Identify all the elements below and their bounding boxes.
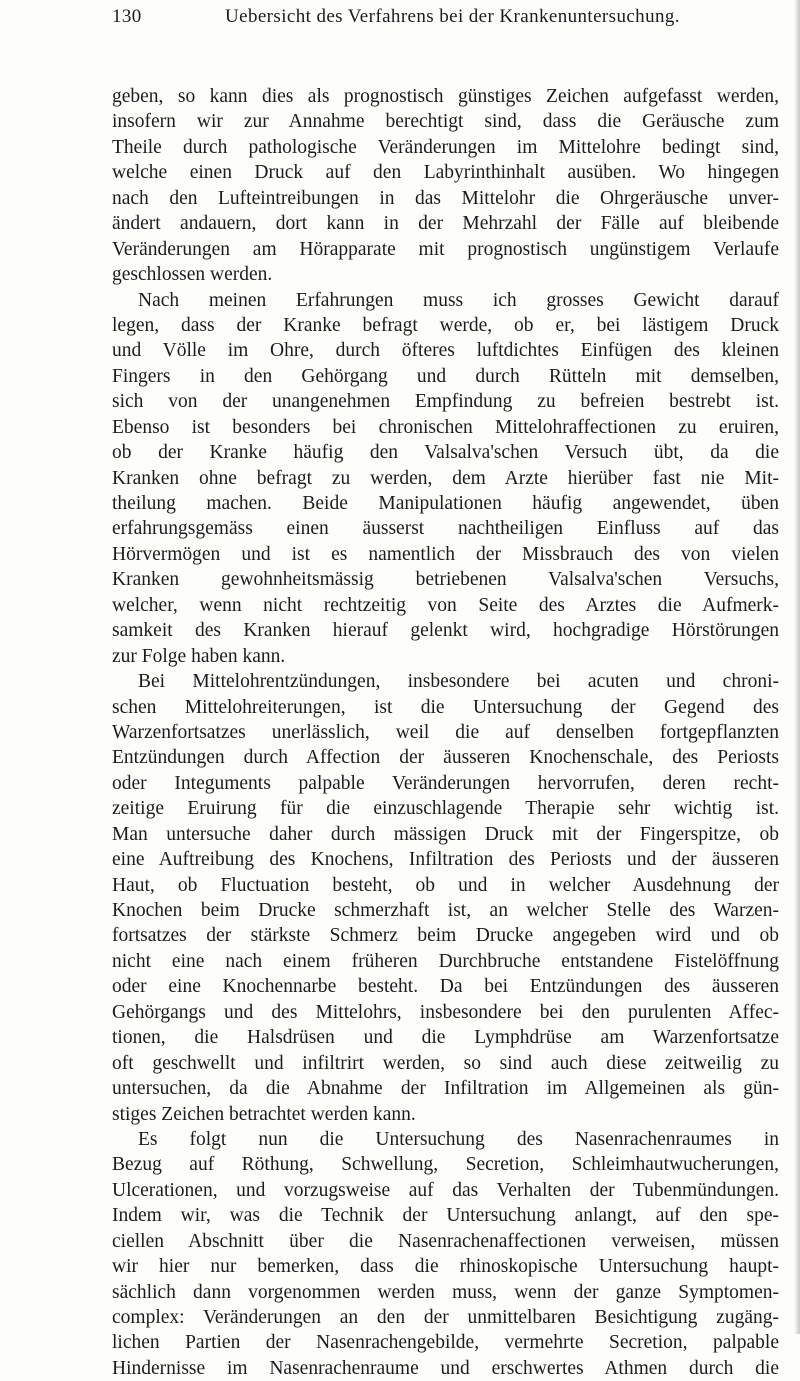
text-line: sächlich dann vorgenommen werden muss, wenn der ganze Symptomen-: [112, 1281, 779, 1303]
text-line: Man untersuche daher durch mässigen Druck mit der Fingerspitze, ob: [112, 823, 779, 845]
text-line: lichen Partien der Nasenrachengebilde, vermehrte Secretion, palpable: [112, 1332, 779, 1354]
text-line: oft geschwellt und infiltrirt werden, so sind auch diese zeitweilig zu: [112, 1052, 779, 1074]
text-line: Gehörgangs und des Mittelohrs, insbesondere bei den purulenten Affec-: [112, 1001, 779, 1023]
text-line: insofern wir zur Annahme berechtigt sind, dass die Geräusche zum: [112, 111, 779, 133]
text-line: Kranken ohne befragt zu werden, dem Arzte hierüber fast nie Mit-: [112, 467, 779, 489]
text-line: tionen, die Halsdrüsen und die Lymphdrüse am Warzenfortsatze: [112, 1027, 779, 1049]
page-number: 130: [112, 6, 142, 27]
page-header: [112, 6, 777, 36]
text-line: complex: Veränderungen an den der unmittelbaren Besichtigung zugäng-: [112, 1307, 779, 1328]
text-line: nach den Lufteintreibungen in das Mittelohr die Ohrgeräusche unver-: [112, 187, 779, 209]
body-text: [112, 84, 779, 1381]
text-line: Es folgt nun die Untersuchung des Nasenrachenraumes in: [138, 1128, 779, 1150]
text-line: geschlossen werden.: [112, 264, 273, 286]
text-line: Bezug auf Röthung, Schwellung, Secretion, Schleimhautwucherungen,: [112, 1154, 779, 1176]
text-line: Entzündungen durch Affection der äusseren Knochenschale, des Periosts: [112, 747, 779, 769]
text-line: Hindernisse im Nasenrachenraume und erschwertes Athmen durch die: [112, 1357, 779, 1379]
text-line: ändert andauern, dort kann in der Mehrzahl der Fälle auf bleibende: [112, 213, 779, 235]
text-line: Ebenso ist besonders bei chronischen Mittelohraffectionen zu eruiren,: [112, 416, 779, 438]
text-line: welcher, wenn nicht rechtzeitig von Seite des Arztes die Aufmerk-: [112, 594, 779, 616]
text-line: Hörvermögen und ist es namentlich der Missbrauch des von vielen: [112, 543, 779, 565]
running-title: Uebersicht des Verfahrens bei der Krankenuntersuchung.: [225, 6, 680, 27]
text-line: sich von der unangenehmen Empfindung zu befreien bestrebt ist.: [112, 391, 779, 413]
text-line: Haut, ob Fluctuation besteht, ob und in welcher Ausdehnung der: [112, 874, 779, 896]
text-line: nicht eine nach einem früheren Durchbruche entstandene Fistelöffnung: [112, 950, 779, 972]
text-line: Bei Mittelohrentzündungen, insbesondere bei acuten und chroni-: [138, 671, 779, 693]
text-line: Warzenfortsatzes unerlässlich, weil die auf denselben fortgepflanzten: [112, 721, 779, 743]
text-line: samkeit des Kranken hierauf gelenkt wird, hochgradige Hörstörungen: [112, 620, 779, 642]
text-line: fortsatzes der stärkste Schmerz beim Drucke angegeben wird und ob: [112, 925, 779, 947]
text-line: Nach meinen Erfahrungen muss ich grosses Gewicht darauf: [138, 289, 779, 311]
text-line: oder Integuments palpable Veränderungen hervorrufen, deren recht-: [112, 772, 779, 794]
text-line: welche einen Druck auf den Labyrinthinhalt ausüben. Wo hingegen: [112, 162, 779, 184]
page-edge-shadow: [794, 0, 800, 1334]
text-line: ob der Kranke häufig den Valsalva'schen Versuch übt, da die: [112, 442, 779, 464]
text-line: oder eine Knochennarbe besteht. Da bei Entzündungen des äusseren: [112, 976, 779, 998]
text-line: legen, dass der Kranke befragt werde, ob er, bei lästigem Druck: [112, 314, 779, 336]
text-line: Ulcerationen, und vorzugsweise auf das Verhalten der Tubenmündungen.: [112, 1179, 779, 1201]
text-line: theilung machen. Beide Manipulationen häufig angewendet, üben: [112, 493, 779, 514]
text-line: untersuchen, da die Abnahme der Infiltration im Allgemeinen als gün-: [112, 1078, 779, 1100]
text-line: wir hier nur bemerken, dass die rhinoskopische Untersuchung haupt-: [112, 1256, 779, 1278]
text-line: ciellen Abschnitt über die Nasenrachenaffectionen verweisen, müssen: [112, 1230, 779, 1252]
text-line: Veränderungen am Hörapparate mit prognostisch ungünstigem Verlaufe: [112, 238, 779, 260]
text-line: und Völle im Ohre, durch öfteres luftdichtes Einfügen des kleinen: [112, 340, 779, 362]
text-line: geben, so kann dies als prognostisch günstiges Zeichen aufgefasst werden,: [112, 86, 779, 107]
text-line: stiges Zeichen betrachtet werden kann.: [112, 1103, 416, 1125]
text-line: Indem wir, was die Technik der Untersuchung anlangt, auf den spe-: [112, 1205, 779, 1227]
text-line: zeitige Eruirung für die einzuschlagende Therapie sehr wichtig ist.: [112, 798, 779, 820]
text-line: Theile durch pathologische Veränderungen im Mittelohre bedingt sind,: [112, 136, 779, 158]
text-line: Kranken gewohnheitsmässig betriebenen Valsalva'schen Versuchs,: [112, 569, 779, 591]
text-line: eine Auftreibung des Knochens, Infiltration des Periosts und der äusseren: [112, 849, 779, 871]
text-line: Knochen beim Drucke schmerzhaft ist, an welcher Stelle des Warzen-: [112, 900, 779, 921]
text-line: erfahrungsgemäss einen äusserst nachtheiligen Einfluss auf das: [112, 518, 779, 540]
text-line: Fingers in den Gehörgang und durch Rütteln mit demselben,: [112, 365, 779, 387]
text-line: zur Folge haben kann.: [112, 645, 286, 667]
text-line: schen Mittelohreiterungen, ist die Untersuchung der Gegend des: [112, 696, 779, 718]
